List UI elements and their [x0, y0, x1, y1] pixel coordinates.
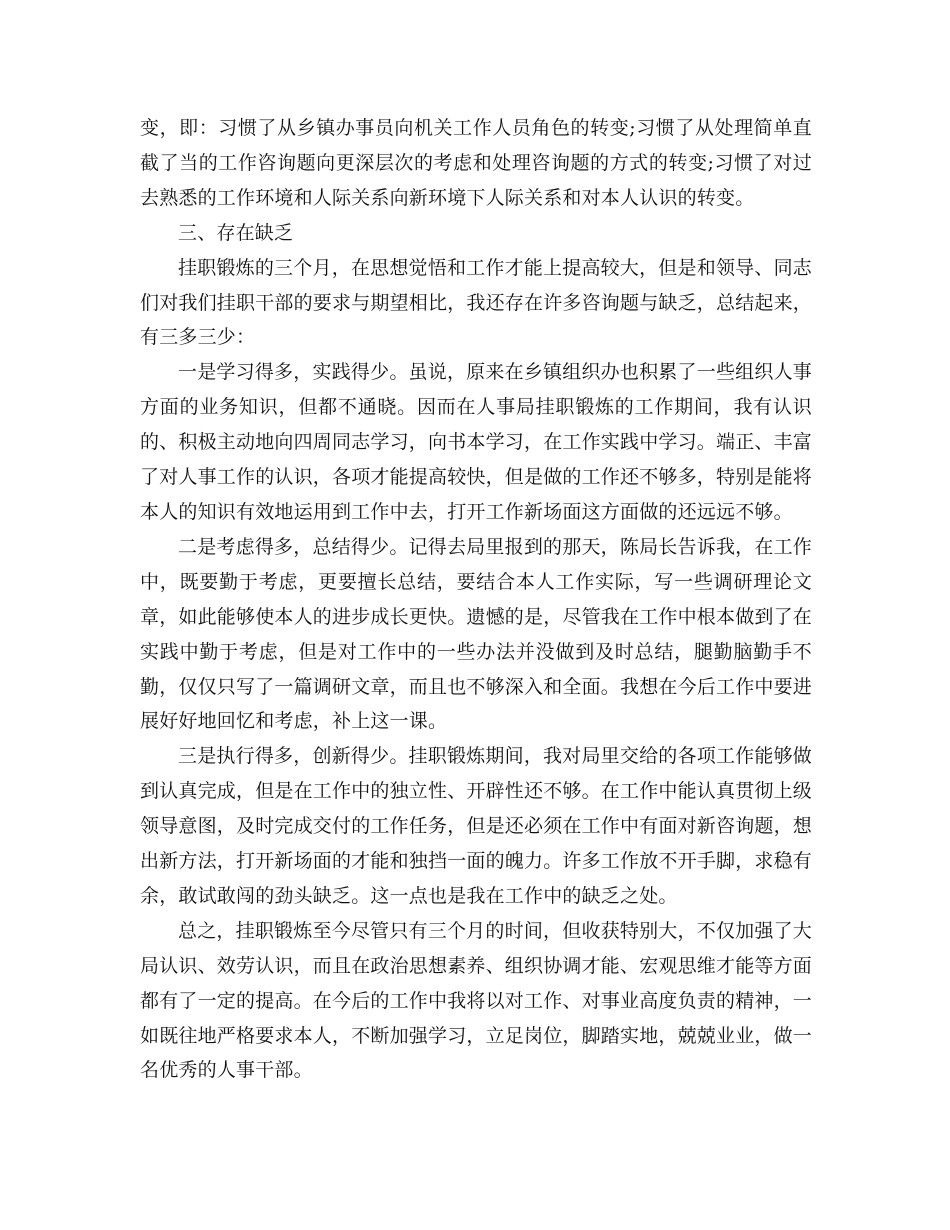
section-heading: 三、存在缺乏: [178, 221, 294, 244]
paragraph-intro: 挂职锻炼的三个月，在思想觉悟和工作才能上提高较大，但是和领导、同志们对我们挂职干部的要求与期望相比，我还存在许多咨询题与缺乏，总结起来，有三多三少：: [140, 256, 813, 349]
paragraph-point-one: 一是学习得多，实践得少。虽说，原来在乡镇组织办也积累了一些组织人事方面的业务知识，但都不通晓。因而在人事局挂职锻炼的工作期间，我有认识的、积极主动地向四周同志学习，向书本学习，在工作实践中学习。端正、丰富了对人事工作的认识，各项才能提高较快，但是做的工作还不够多，特别是能将本人的知识有效地运用到工作中去，打开工作新场面这方面做的还远远不够。: [140, 361, 813, 523]
paragraph-point-three: 三是执行得多，创新得少。挂职锻炼期间，我对局里交给的各项工作能够做到认真完成，但是在工作中的独立性、开辟性还不够。在工作中能认真贯彻上级领导意图，及时完成交付的工作任务，但是还必须在工作中有面对新咨询题，想出新方法，打开新场面的才能和独挡一面的魄力。许多工作放不开手脚，求稳有余，敢试敢闯的劲头缺乏。这一点也是我在工作中的缺乏之处。: [140, 745, 813, 907]
paragraph-point-two: 二是考虑得多，总结得少。记得去局里报到的那天，陈局长告诉我，在工作中，既要勤于考虑，更要擅长总结，要结合本人工作实际，写一些调研理论文章，如此能够使本人的进步成长更快。遗憾的是，尽管我在工作中根本做到了在实践中勤于考虑，但是对工作中的一些办法并没做到及时总结，腿勤脑勤手不勤，仅仅只写了一篇调研文章，而且也不够深入和全面。我想在今后工作中要进展好好地回忆和考虑，补上这一课。: [140, 535, 813, 733]
document-body: [140, 111, 812, 1088]
paragraph-conclusion: 总之，挂职锻炼至今尽管只有三个月的时间，但收获特别大，不仅加强了大局认识、效劳认识，而且在政治思想素养、组织协调才能、宏观思维才能等方面都有了一定的提高。在今后的工作中我将以对工作、对事业高度负责的精神，一如既往地严格要求本人，不断加强学习，立足岗位，脚踏实地，兢兢业业，做一名优秀的人事干部。: [140, 919, 813, 1082]
paragraph-continuation: 变，即：习惯了从乡镇办事员向机关工作人员角色的转变;习惯了从处理简单直截了当的工作咨询题向更深层次的考虑和处理咨询题的方式的转变;习惯了对过去熟悉的工作环境和人际关系向新环境下人际关系和对本人认识的转变。: [140, 117, 812, 209]
